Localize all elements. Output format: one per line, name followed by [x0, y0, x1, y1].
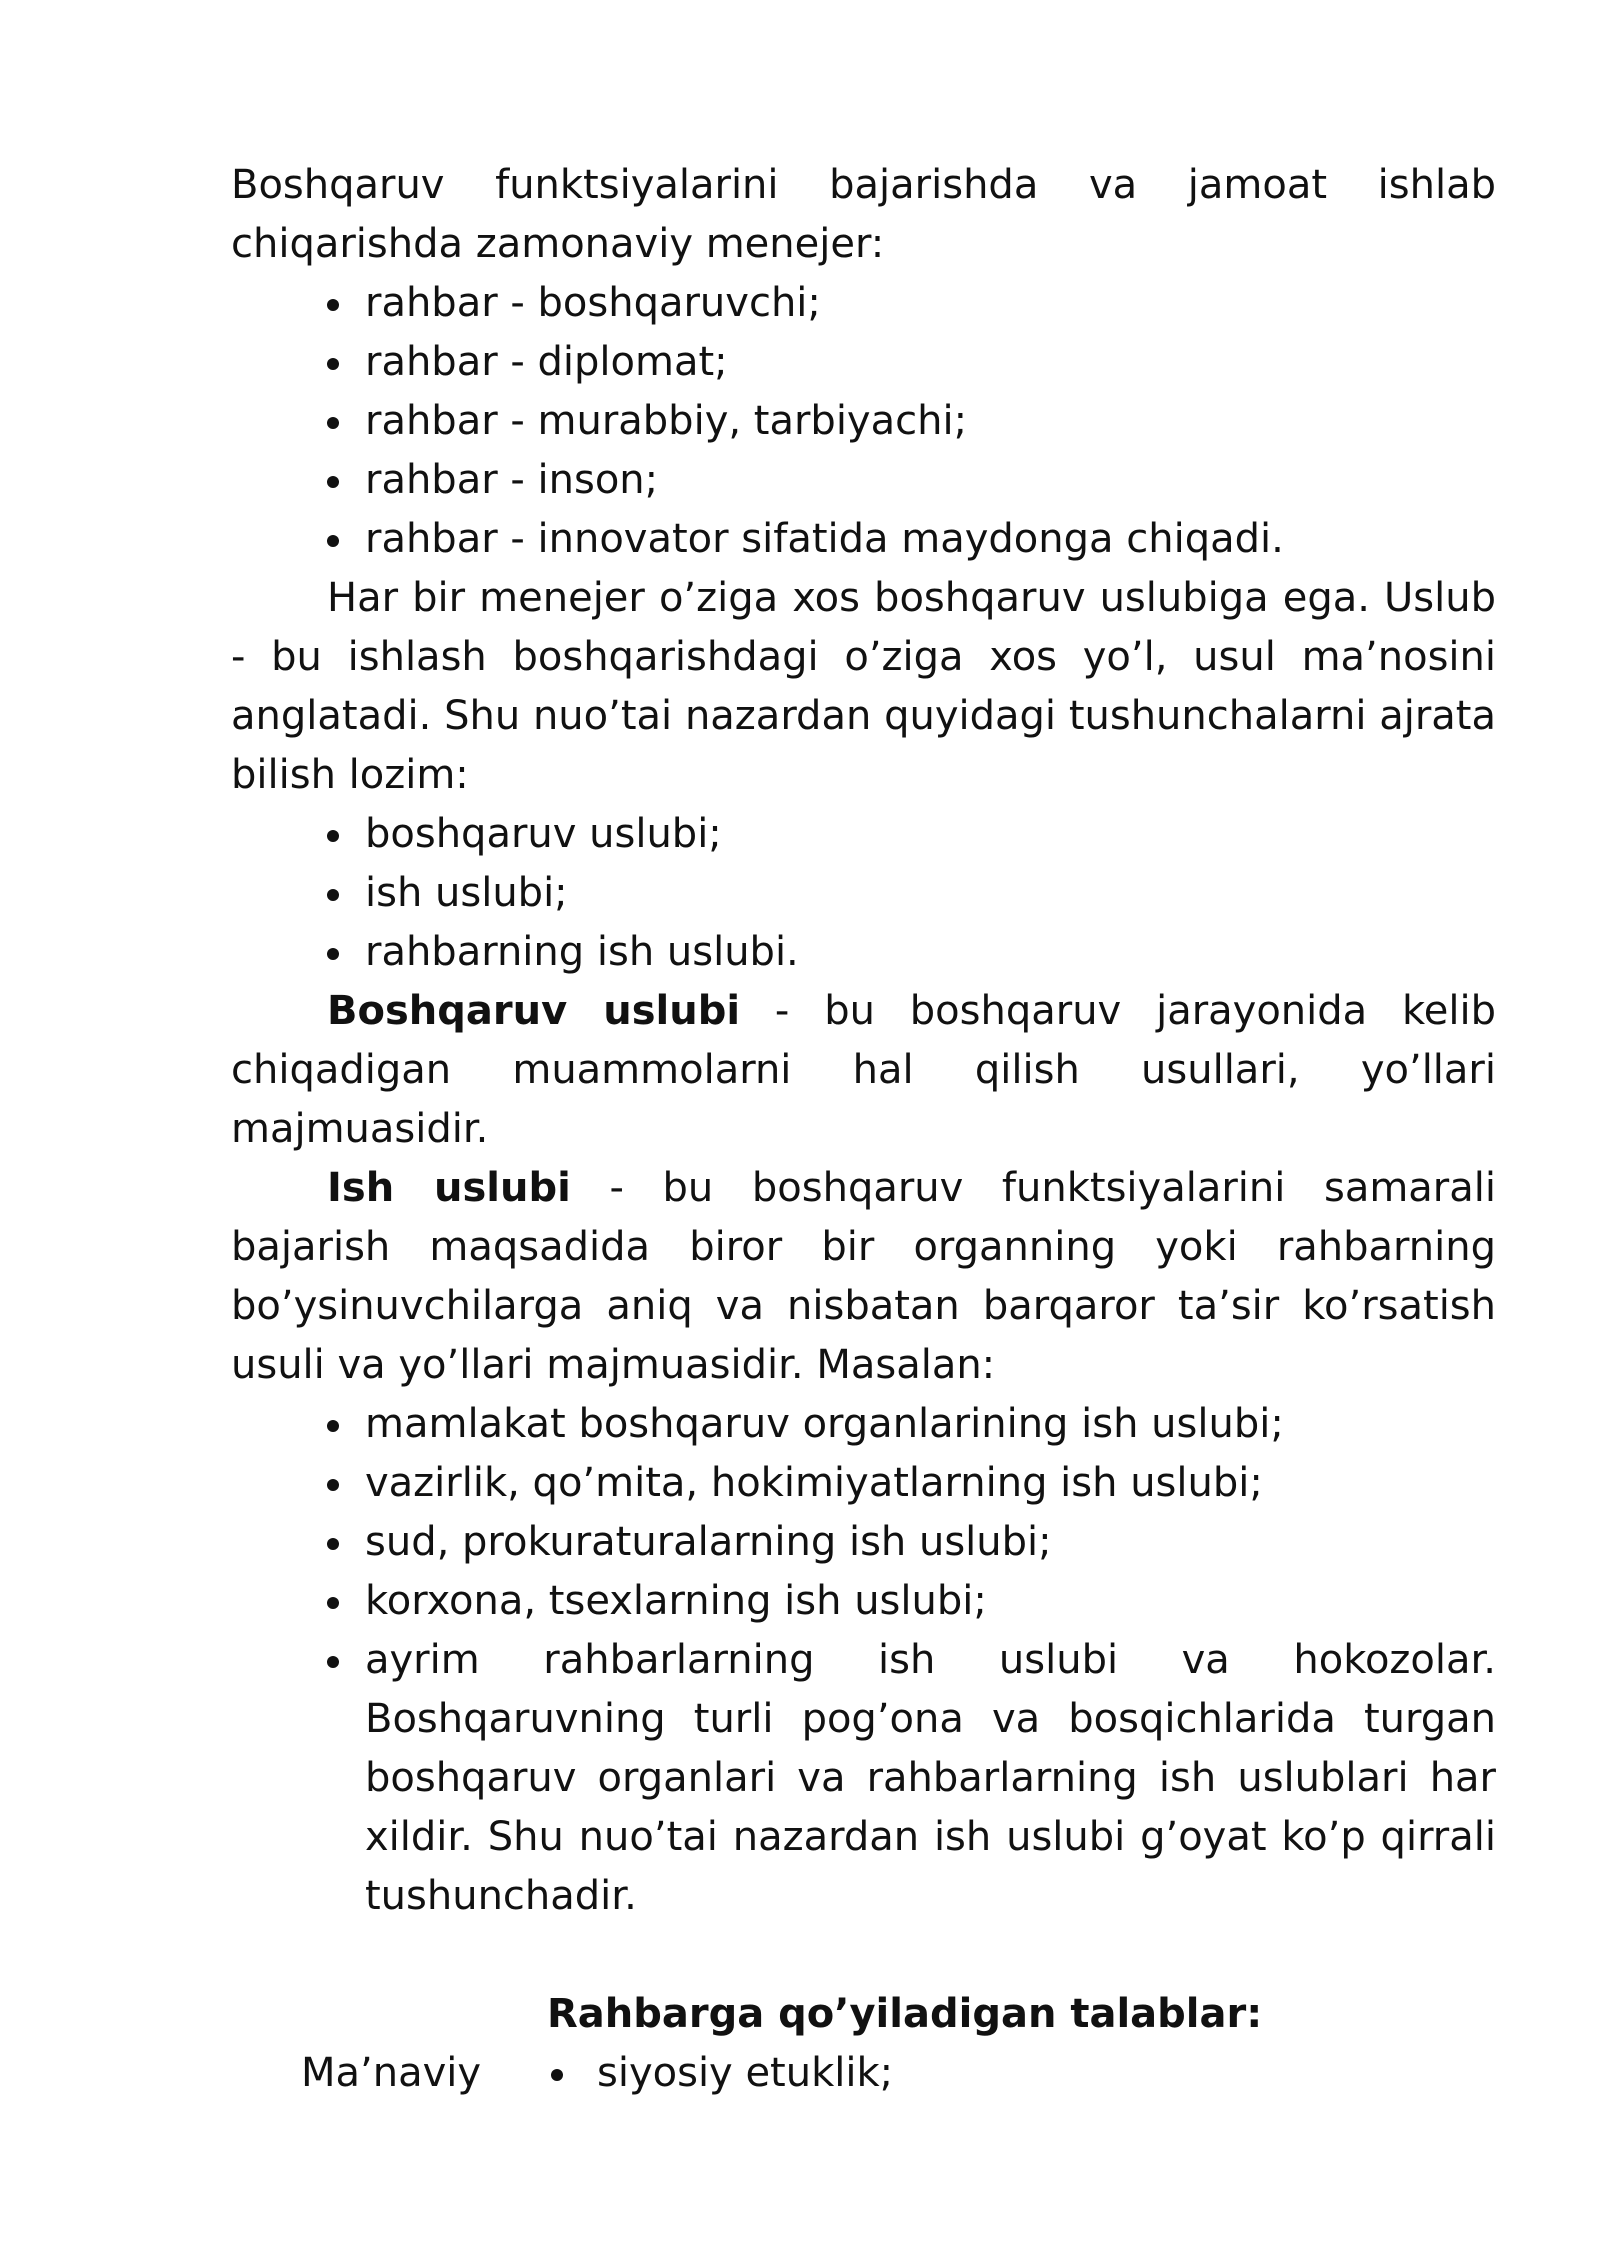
bullet-icon	[327, 417, 339, 429]
bullet-icon	[327, 476, 339, 488]
term-work-style: Ish uslubi	[327, 1165, 571, 1211]
bullet-icon	[327, 1597, 339, 1609]
list-item: ayrim rahbarlarning ish uslubi va hokozolar. Boshqaruvning turli pog’ona va bosqichlarida turgan boshqaruv organlari va rahbarlarning ish uslublari har xildir. Shu nuo’tai nazardan ish uslubi g’oyat ko’p qirrali tushunchadir.	[327, 1631, 1496, 1926]
list-item: vazirlik, qo’mita, hokimiyatlarning ish uslubi;	[327, 1454, 1496, 1513]
requirement-item: siyosiy etuklik;	[597, 2050, 894, 2096]
list-item: ish uslubi;	[327, 864, 1496, 923]
style-paragraph: Har bir menejer o’ziga xos boshqaruv uslubiga ega. Uslub - bu ishlash boshqarishdagi o’ziga xos yo’l, usul ma’nosini anglatadi. Shu nuo’tai nazardan quyidagi tushunchalarni ajrata bilish lozim:	[231, 575, 1496, 798]
list-item: rahbar - boshqaruvchi;	[327, 274, 1496, 333]
bullet-icon	[327, 358, 339, 370]
examples-list	[231, 1395, 1496, 1926]
bullet-icon	[327, 948, 339, 960]
requirements-heading: Rahbarga qo’yiladigan talablar:	[547, 1991, 1263, 2037]
list-item: korxona, tsexlarning ish uslubi;	[327, 1572, 1496, 1631]
intro-paragraph: Boshqaruv funktsiyalarini bajarishda va jamoat ishlab chiqarishda zamonaviy menejer:	[231, 162, 1496, 267]
concepts-list	[231, 805, 1496, 982]
list-item: rahbar - inson;	[327, 451, 1496, 510]
bullet-icon	[551, 2069, 563, 2081]
roles-list	[231, 274, 1496, 569]
bullet-icon	[327, 1420, 339, 1432]
list-item: rahbar - diplomat;	[327, 333, 1496, 392]
bullet-icon	[327, 299, 339, 311]
requirements-row	[231, 2044, 1496, 2103]
bullet-icon	[327, 1479, 339, 1491]
bullet-icon	[327, 830, 339, 842]
requirement-category: Ma’naviy	[301, 2050, 482, 2096]
list-item: sud, prokuraturalarning ish uslubi;	[327, 1513, 1496, 1572]
list-item: rahbarning ish uslubi.	[327, 923, 1496, 982]
list-item: rahbar - innovator sifatida maydonga chiqadi.	[327, 510, 1496, 569]
bullet-icon	[327, 535, 339, 547]
work-style-definition: Ish uslubi - bu boshqaruv funktsiyalarini samarali bajarish maqsadida biror bir organning yoki rahbarning bo’ysinuvchilarga aniq va nisbatan barqaror ta’sir ko’rsatish usuli va yo’llari majmuasidir. Masalan:	[231, 1165, 1496, 1388]
bullet-icon	[327, 1538, 339, 1550]
list-item: mamlakat boshqaruv organlarining ish uslubi;	[327, 1395, 1496, 1454]
bullet-icon	[327, 889, 339, 901]
bullet-icon	[327, 1656, 339, 1668]
list-item: boshqaruv uslubi;	[327, 805, 1496, 864]
term-management-style: Boshqaruv uslubi	[327, 988, 741, 1034]
document-page	[231, 0, 1496, 2103]
list-item: rahbar - murabbiy, tarbiyachi;	[327, 392, 1496, 451]
management-style-definition: Boshqaruv uslubi - bu boshqaruv jarayonida kelib chiqadigan muammolarni hal qilish usullari, yo’llari majmuasidir.	[231, 988, 1496, 1152]
